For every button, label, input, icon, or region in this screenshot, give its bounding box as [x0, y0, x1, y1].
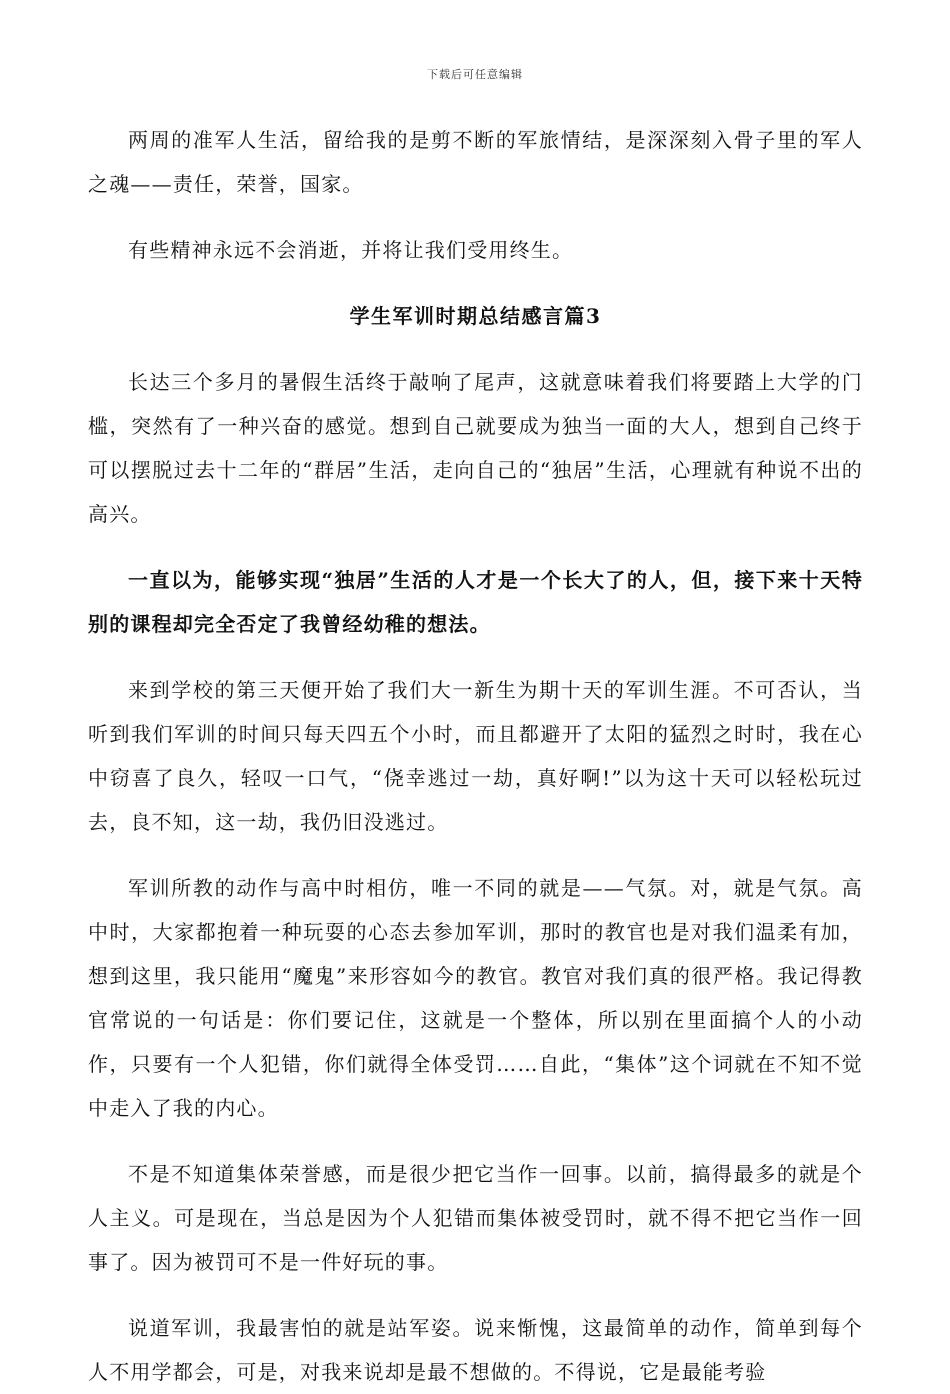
- paragraph-7: 不是不知道集体荣誉感，而是很少把它当作一回事。以前，搞得最多的就是个人主义。可是现在，当总是因为个人犯错而集体被受罚时，就不得不把它当作一回事了。因为被罚可不是一件好玩的事。: [88, 1162, 863, 1274]
- paragraph-4-bold: 一直以为，能够实现“独居”生活的人才是一个长大了的人，但，接下来十天特别的课程却完全否定了我曾经幼稚的想法。: [88, 568, 863, 636]
- paragraph-1: 两周的准军人生活，留给我的是剪不断的军旅情结，是深深刻入骨子里的军人之魂——责任，荣誉，国家。: [88, 128, 863, 196]
- paragraph-5: 来到学校的第三天便开始了我们大一新生为期十天的军训生涯。不可否认，当听到我们军训的时间只每天四五个小时，而且都避开了太阳的猛烈之时时，我在心中窃喜了良久，轻叹一口气，“侥幸逃过一劫，真好啊!”以为这十天可以轻松玩过去，良不知，这一劫，我仍旧没逃过。: [88, 678, 863, 834]
- paragraph-2: 有些精神永远不会消逝，并将让我们受用终生。: [128, 238, 574, 262]
- section-title: 学生军训时期总结感言篇3: [349, 304, 602, 328]
- paragraph-8: 说道军训，我最害怕的就是站军姿。说来惭愧，这最简单的动作，简单到每个人不用学都会，可是，对我来说却是最不想做的。不得说，它是最能考验: [88, 1316, 863, 1384]
- paragraph-3: 长达三个多月的暑假生活终于敲响了尾声，这就意味着我们将要踏上大学的门槛，突然有了一种兴奋的感觉。想到自己就要成为独当一面的大人，想到自己终于可以摆脱过去十二年的“群居”生活，走向自己的“独居”生活，心理就有种说不出的高兴。: [88, 370, 863, 526]
- document-body: [88, 118, 863, 1394]
- paragraph-6: 军训所教的动作与高中时相仿，唯一不同的就是——气氛。对，就是气氛。高中时，大家都抱着一种玩耍的心态去参加军训，那时的教官也是对我们温柔有加，想到这里，我只能用“魔鬼”来形容如今的教官。教官对我们真的很严格。我记得教官常说的一句话是：你们要记住，这就是一个整体，所以别在里面搞个人的小动作，只要有一个人犯错，你们就得全体受罚……自此，“集体”这个词就在不知不觉中走入了我的内心。: [88, 876, 863, 1120]
- page-header: 下载后可任意编辑: [427, 68, 523, 81]
